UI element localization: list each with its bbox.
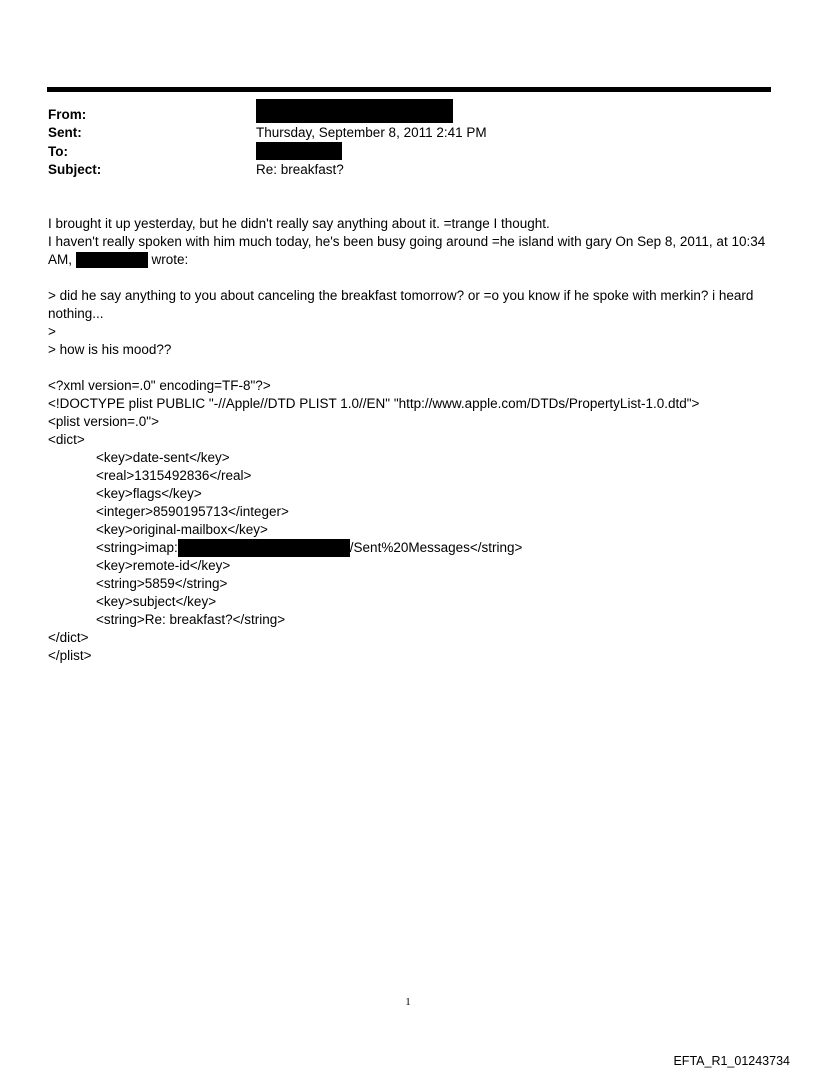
plist-text-segment: <string>imap:	[96, 540, 178, 555]
body-text-segment: wrote:	[151, 252, 189, 267]
plist-line: <string>5859</string>	[96, 576, 228, 591]
document-id: EFTA_R1_01243734	[673, 1054, 790, 1068]
plist-line: <key>remote-id</key>	[96, 558, 231, 573]
plist-line: <?xml version=.0" encoding=TF-8"?>	[48, 378, 271, 393]
plist-line: <integer>8590195713</integer>	[96, 504, 289, 519]
from-value	[256, 106, 453, 124]
quoted-line: > how is his mood??	[48, 342, 172, 357]
redaction-box	[76, 252, 148, 268]
plist-line: </dict>	[48, 630, 89, 645]
subject-value: Re: breakfast?	[256, 161, 344, 177]
quoted-line: > did he say anything to you about canceling the breakfast tomorrow? or =o you know if he spoke with merkin? i heard nothing...	[48, 288, 754, 321]
sent-row	[48, 124, 768, 142]
redaction-box	[256, 142, 342, 160]
subject-row	[48, 161, 768, 179]
plist-line: <string>Re: breakfast?</string>	[96, 612, 286, 627]
sent-value: Thursday, September 8, 2011 2:41 PM	[256, 125, 487, 141]
page-number: 1	[405, 996, 411, 1008]
quoted-line: >	[48, 324, 56, 339]
to-row	[48, 143, 768, 161]
plist-line: <key>flags</key>	[96, 486, 202, 501]
body-text-segment: I haven't really spoken with him much today, he's been busy going around =he island with gary On Sep 8, 2011, at 10:34 AM,	[48, 234, 766, 267]
to-label: To:	[48, 143, 68, 159]
plist-line: <key>date-sent</key>	[96, 450, 230, 465]
body-line: I brought it up yesterday, but he didn't really say anything about it. =trange I thought.	[48, 216, 550, 231]
email-body	[48, 215, 778, 665]
body-line	[48, 233, 778, 269]
to-value	[256, 143, 342, 161]
from-row	[48, 106, 768, 124]
redaction-box	[256, 99, 453, 123]
subject-label: Subject:	[48, 161, 102, 177]
plist-line: <real>1315492836</real>	[96, 468, 252, 483]
plist-line	[48, 539, 778, 557]
plist-line: </plist>	[48, 648, 92, 663]
plist-line: <key>subject</key>	[96, 594, 217, 609]
header-rule	[47, 87, 771, 92]
from-label: From:	[48, 107, 87, 122]
redaction-box	[178, 539, 350, 557]
plist-line: <dict>	[48, 432, 85, 447]
sent-label: Sent:	[48, 125, 82, 141]
email-header	[48, 106, 768, 179]
plist-line: <plist version=.0">	[48, 414, 159, 429]
plist-line: <key>original-mailbox</key>	[96, 522, 268, 537]
plist-text-segment: /Sent%20Messages</string>	[349, 540, 523, 555]
plist-line: <!DOCTYPE plist PUBLIC "-//Apple//DTD PLIST 1.0//EN" "http://www.apple.com/DTDs/PropertyList-1.0.dtd">	[48, 396, 700, 411]
